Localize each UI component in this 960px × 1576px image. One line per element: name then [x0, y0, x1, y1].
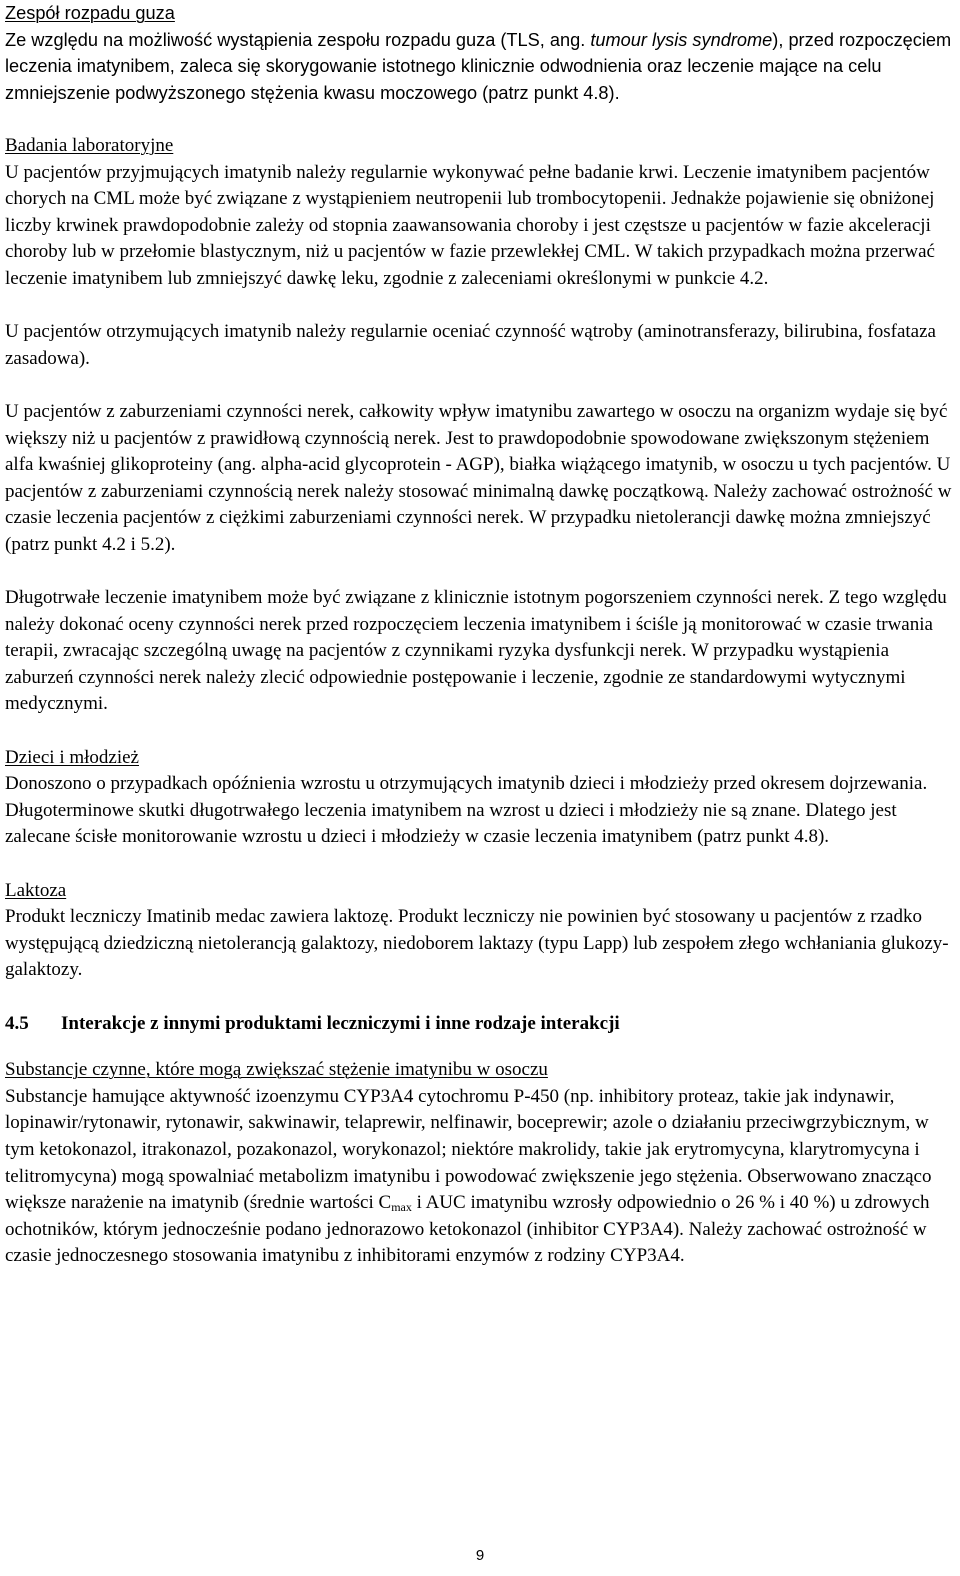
section-laboratory [5, 133, 955, 293]
section-children [5, 745, 955, 851]
section-liver [5, 319, 955, 372]
heading-section-4-5 [5, 1011, 955, 1038]
document-page [5, 0, 955, 1297]
section-lactose [5, 878, 955, 984]
heading-children: Dzieci i młodzież [5, 746, 139, 768]
paragraph-lactose: Produkt leczniczy Imatinib medac zawiera laktozę. Produkt leczniczy nie powinien być stosowany u pacjentów z rzadko występującą dziedziczną nietolerancją galaktozy, niedoborem laktazy (typu Lapp) lub zespołem złego wchłaniania glukozy-galaktozy. [5, 906, 949, 981]
paragraph-children: Donoszono o przypadkach opóźnienia wzrostu u otrzymujących imatynib dzieci i młodzieży przed okresem dojrzewania. Długoterminowe skutki długotrwałego leczenia imatynibem na wzrost u dzieci i młodzieży nie są znane. Dlatego jest zalecane ścisłe monitorowanie wzrostu u dzieci i młodzieży w czasie leczenia imatynibem (patrz punkt 4.8). [5, 773, 928, 848]
heading-lactose: Laktoza [5, 879, 67, 901]
subscript-max: max [391, 1200, 412, 1215]
paragraph-long-term-renal: Długotrwałe leczenie imatynibem może być związane z klinicznie istotnym pogorszeniem czynności nerek. Z tego względu należy dokonać oceny czynności nerek przed rozpoczęciem leczenia imatynibem i ściśle ją monitorować w czasie trwania terapii, zwracając szczególną uwagę na pacjentów z czynnikami ryzyka dysfunkcji nerek. W przypadku wystąpienia zaburzeń czynności nerek należy zlecić odpowiednie postępowanie i leczenie, zgodnie ze standardowymi wytycznymi medycznymi. [5, 587, 947, 715]
text-segment: Substancje hamujące aktywność izoenzymu CYP3A4 cytochromu P-450 (np. inhibitory proteaz, takie jak indynawir, lopinawir/rytonawir, rytonawir, sakwinawir, telaprewir, nelfinawir, boceprewir; azole o działaniu przeciwgrzybicznym, w tym ketokonazol, itrakonazol, pozakonazol, worykonazol; niektóre makrolidy, takie jak erytromycyna, klarytromycyna i telitromycyna) mogą spowalniać metabolizm imatynibu i powodować zwiększenie jego stężenia. Obserwowano znacząco większe narażenie na imatynib (średnie wartości C [5, 1085, 932, 1214]
paragraph-cyp3a4-inhibitors [5, 1084, 955, 1270]
section-number: 4.5 [5, 1012, 29, 1034]
section-interactions [5, 1057, 955, 1270]
paragraph-blood-count: U pacjentów przyjmujących imatynib należy regularnie wykonywać pełne badanie krwi. Leczenie imatynibem pacjentów chorych na CML może być związane z wystąpieniem neutropenii lub trombocytopenii. Jednakże pojawienie się obniżonej liczby krwinek prawdopodobnie zależy od stopnia zaawansowania choroby i jest częstsze u pacjentów w fazie akceleracji choroby lub w przełomie blastycznym, niż u pacjentów w fazie przewlekłej CML. W takich przypadkach można przerwać leczenie imatynibem lub zmniejszyć dawkę leku, zgodnie z zaleceniami określonymi w punkcie 4.2. [5, 161, 935, 289]
italic-term: tumour lysis syndrome [590, 29, 773, 50]
text-segment: Ze względu na możliwość wystąpienia zespołu rozpadu guza (TLS, ang. [5, 29, 591, 50]
section-renal [5, 399, 955, 559]
section-title: Interakcje z innymi produktami leczniczymi i inne rodzaje interakcji [61, 1012, 620, 1034]
section-long-term-renal [5, 585, 955, 718]
heading-increase-concentration: Substancje czynne, które mogą zwiększać stężenie imatynibu w osoczu [5, 1059, 548, 1081]
text-segment: i AUC imatynibu wzrosły odpowiednio o 26 % i 40 %) u zdrowych ochotników, którym jednocześnie podano jednorazowo ketokonazol (inhibitor CYP3A4). Należy zachować ostrożność w czasie jednoczesnego stosowania imatynibu z inhibitorami enzymów z rodziny CYP3A4. [5, 1192, 930, 1267]
page-number: 9 [475, 1547, 485, 1564]
paragraph-tumour-lysis [5, 27, 955, 107]
heading-laboratory-tests: Badania laboratoryjne [5, 134, 174, 156]
heading-tumour-lysis-syndrome: Zespół rozpadu guza [5, 3, 175, 23]
paragraph-liver-function: U pacjentów otrzymujących imatynib należy regularnie oceniać czynność wątroby (aminotransferazy, bilirubina, fosfataza zasadowa). [5, 321, 936, 369]
section-tumour-lysis [5, 0, 955, 106]
paragraph-renal-impairment: U pacjentów z zaburzeniami czynności nerek, całkowity wpływ imatynibu zawartego w osoczu na organizm wydaje się być większy niż u pacjentów z prawidłową czynnością nerek. Jest to prawdopodobnie spowodowane zwiększonym stężeniem alfa kwaśniej glikoproteiny (ang. alpha-acid glycoprotein - AGP), białka wiążącego imatynib, w osoczu u tych pacjentów. U pacjentów z zaburzeniami czynnością nerek należy stosować minimalną dawkę początkową. Należy zachować ostrożność w czasie leczenia pacjentów z ciężkimi zaburzeniami czynności nerek. W przypadku nietolerancji dawkę można zmniejszyć (patrz punkt 4.2 i 5.2). [5, 400, 952, 555]
text-segment: ), przed rozpoczęciem leczenia imatynibem, zaleca się skorygowanie istotnego klinicznie odwodnienia oraz leczenie mające na celu zmniejszenie podwyższonego stężenia kwasu moczowego (patrz punkt 4.8). [5, 29, 952, 103]
